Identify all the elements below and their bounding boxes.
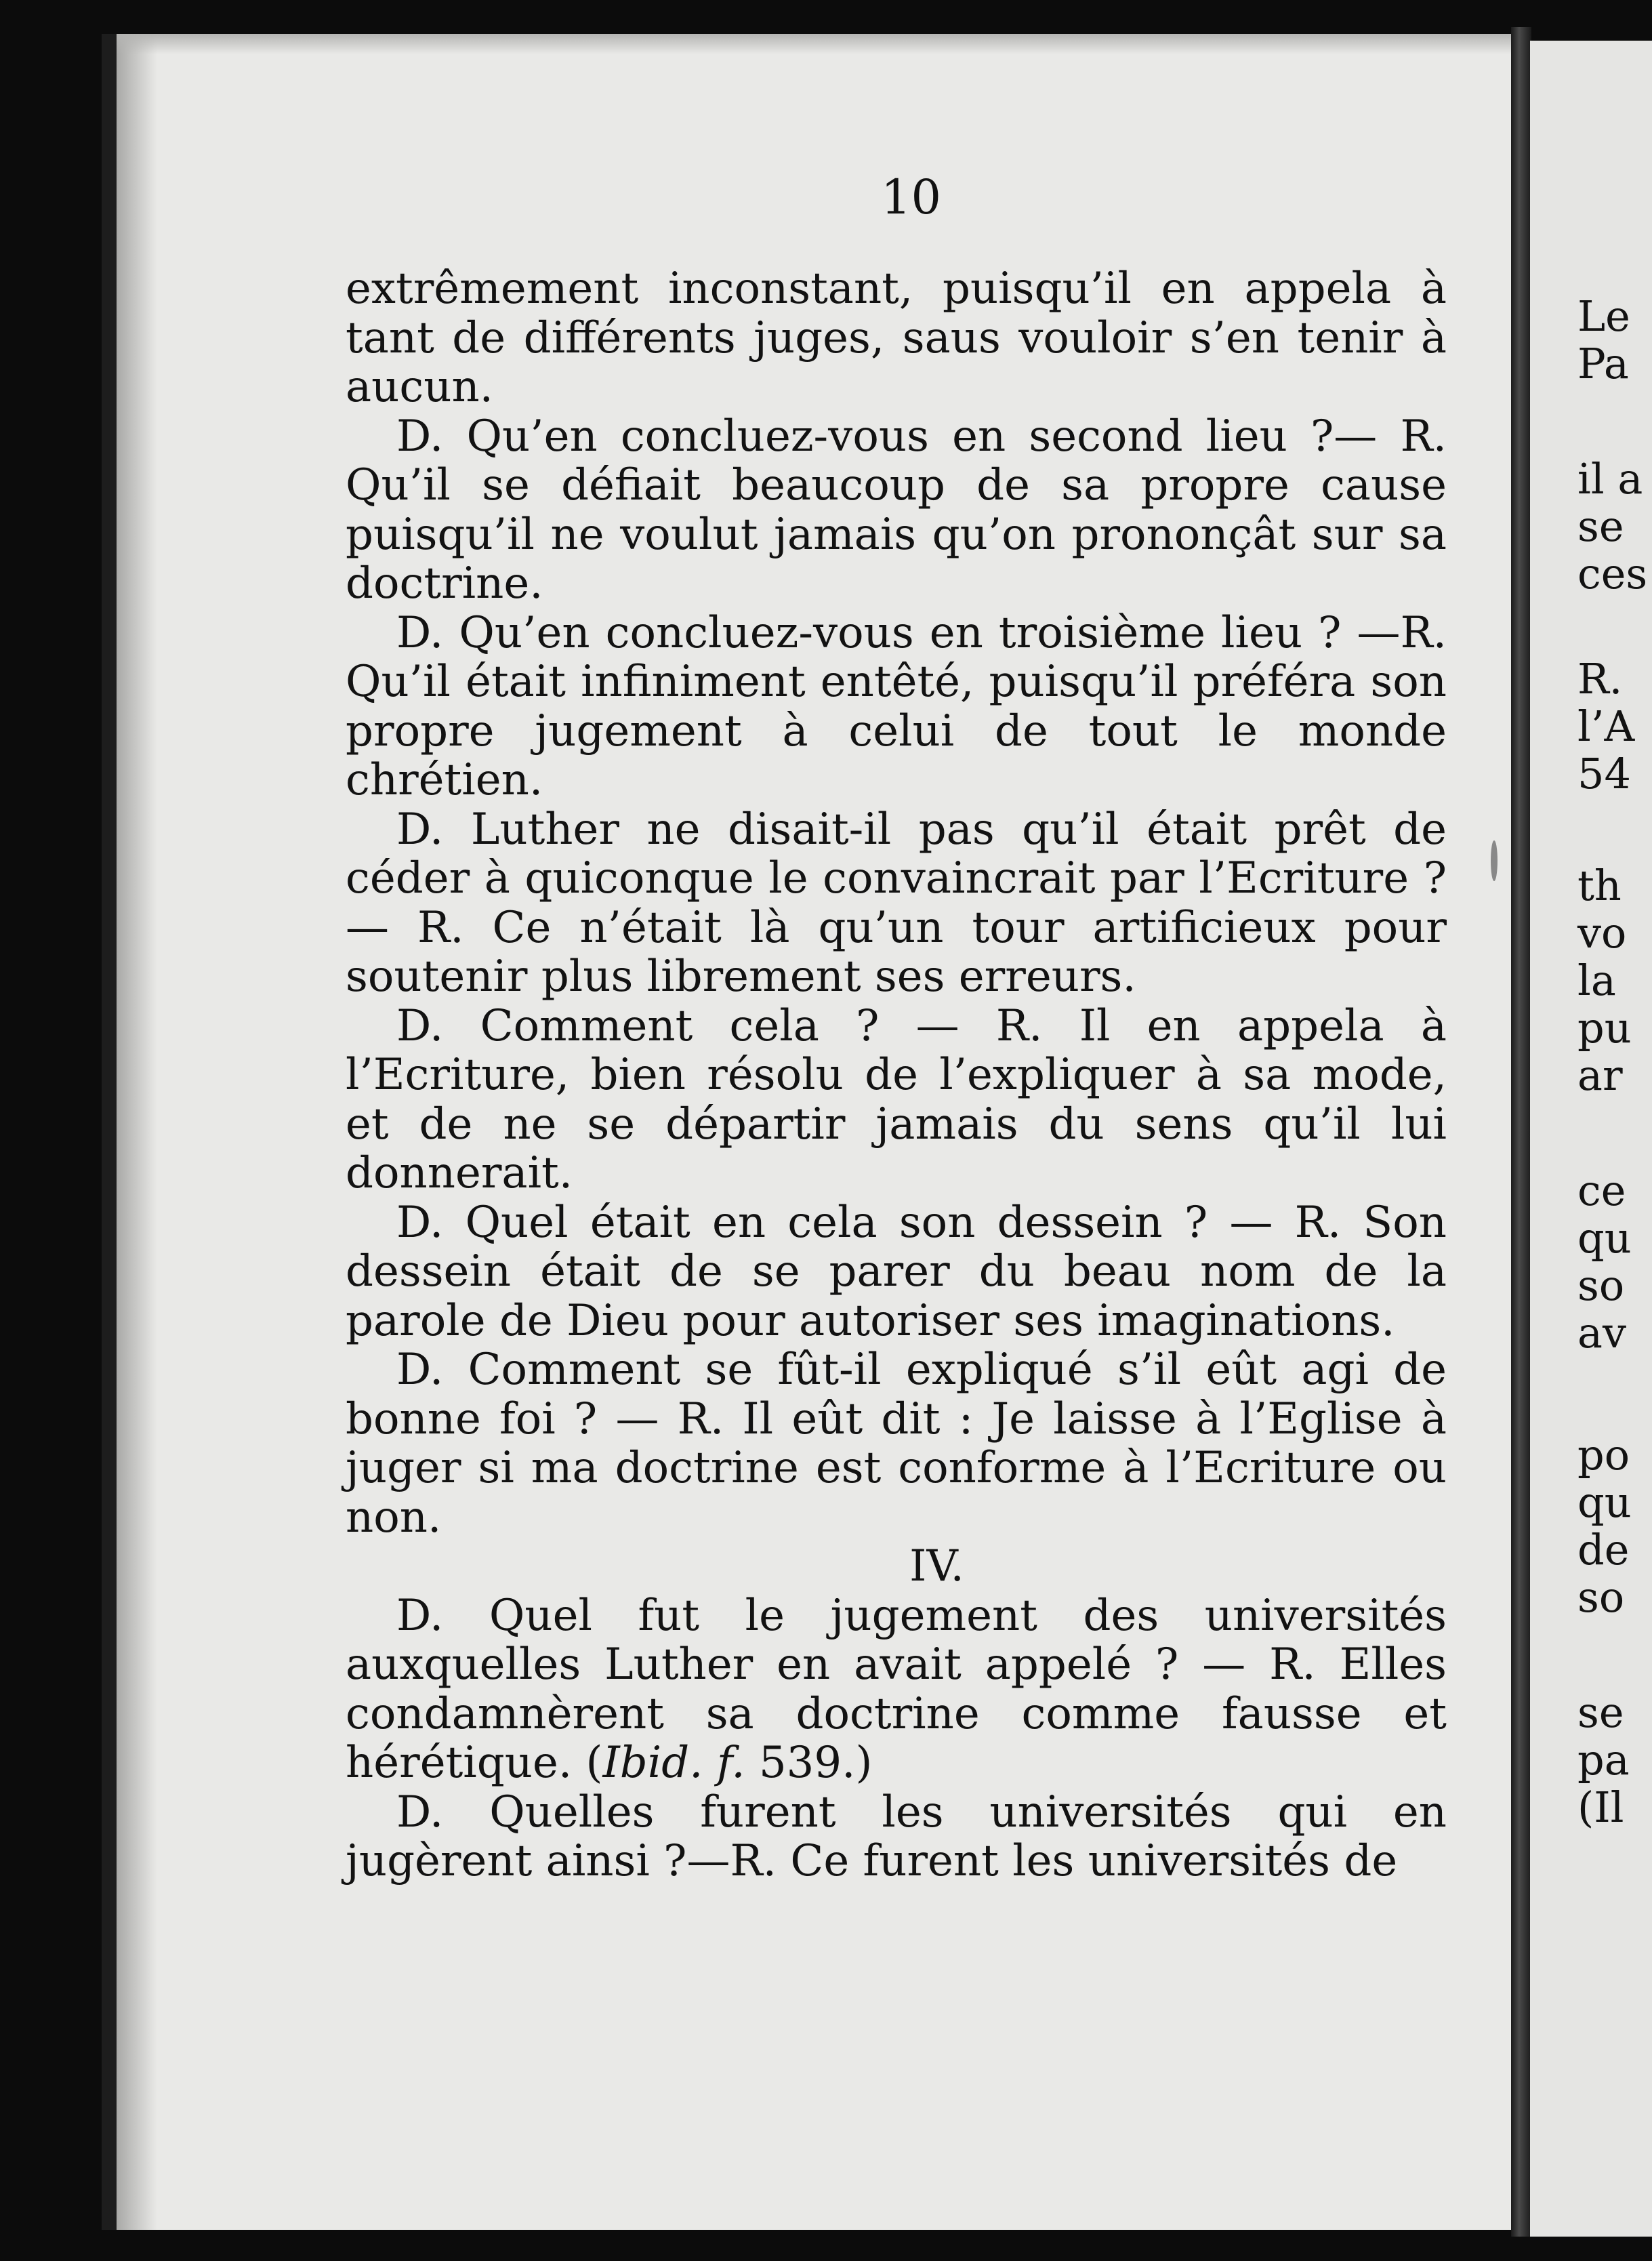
right-line-fragment: R. (1577, 654, 1623, 704)
right-line-fragment: se (1577, 502, 1624, 551)
right-line-fragment: pa (1577, 1735, 1630, 1785)
right-line-fragment: Le (1577, 291, 1630, 341)
right-line-fragment: (Il (1577, 1783, 1624, 1832)
right-line-fragment: se (1577, 1688, 1624, 1737)
question-answer-paragraph: D. Comment se fût-il expliqué s’il eût agi de bonne foi ? — R. Il eût dit : Je laisse à l’Eglise à juger si ma doctrine est conforme à l’Ecriture ou non. (346, 1345, 1447, 1543)
question-answer-paragraph: D. Quel était en cela son dessein ? — R. Son dessein était de se parer du beau nom de la parole de Dieu pour autoriser ses imaginations. (346, 1197, 1447, 1346)
right-line-fragment: pu (1577, 1003, 1632, 1053)
question-answer-paragraph: D. Qu’en concluez-vous en troisième lieu ? —R. Qu’il était infiniment entêté, puisqu’il préféra son propre jugement à celui de tout le monde chrétien. (346, 607, 1447, 805)
right-line-fragment: ces (1577, 549, 1648, 598)
right-line-fragment: qu (1577, 1213, 1632, 1263)
right-line-fragment: vo (1577, 908, 1627, 958)
right-line-fragment: de (1577, 1525, 1630, 1574)
right-line-fragment: l’A (1577, 701, 1635, 751)
page-edge-shadow (1491, 840, 1498, 881)
right-line-fragment: ar (1577, 1051, 1623, 1100)
paragraph-text: D. Quel fut le jugement des universités auxquelles Luther en avait appelé ? — R. Elles condamnèrent sa doctrine comme fausse et hérétique. ( (346, 1590, 1447, 1788)
citation-italic: Ibid. f. (602, 1738, 745, 1788)
question-answer-paragraph (346, 1591, 1447, 1788)
book-gutter (1511, 27, 1531, 2237)
right-line-fragment: av (1577, 1308, 1626, 1358)
right-line-fragment: la (1577, 956, 1616, 1005)
section-heading: IV. (909, 1541, 964, 1591)
citation-page: 539.) (745, 1738, 873, 1788)
right-line-fragment: po (1577, 1430, 1630, 1480)
right-line-fragment: qu (1577, 1478, 1632, 1527)
right-line-fragment: Pa (1577, 339, 1629, 388)
question-answer-paragraph: D. Quelles furent les universités qui en jugèrent ainsi ?—R. Ce furent les universités de (346, 1787, 1447, 1886)
question-answer-paragraph: D. Luther ne disait-il pas qu’il était prêt de céder à quiconque le convaincrait par l’Ecriture ? — R. Ce n’était là qu’un tour artificieux pour soutenir plus librement ses erreurs. (346, 804, 1447, 1002)
right-line-fragment: ce (1577, 1166, 1626, 1215)
question-answer-paragraph: D. Qu’en concluez-vous en second lieu ?— R. Qu’il se défiait beaucoup de sa propre cause puisqu’il ne voulut jamais qu’on prononçât sur sa doctrine. (346, 411, 1447, 609)
page-body-text (346, 264, 1447, 1886)
right-line-fragment: so (1577, 1572, 1625, 1622)
question-answer-paragraph: D. Comment cela ? — R. Il en appela à l’Ecriture, bien résolu de l’expliquer à sa mode, et de ne se départir jamais du sens qu’il lui donnerait. (346, 1000, 1447, 1198)
right-line-fragment: th (1577, 861, 1622, 910)
paragraph-continuation: extrêmement inconstant, puisqu’il en appela à tant de différents juges, saus vouloir s’en tenir à aucun. (346, 264, 1447, 412)
right-line-fragment: 54 (1577, 749, 1631, 798)
right-line-fragment: so (1577, 1261, 1625, 1310)
page-number: 10 (881, 169, 942, 225)
right-line-fragment: il a (1577, 454, 1643, 504)
